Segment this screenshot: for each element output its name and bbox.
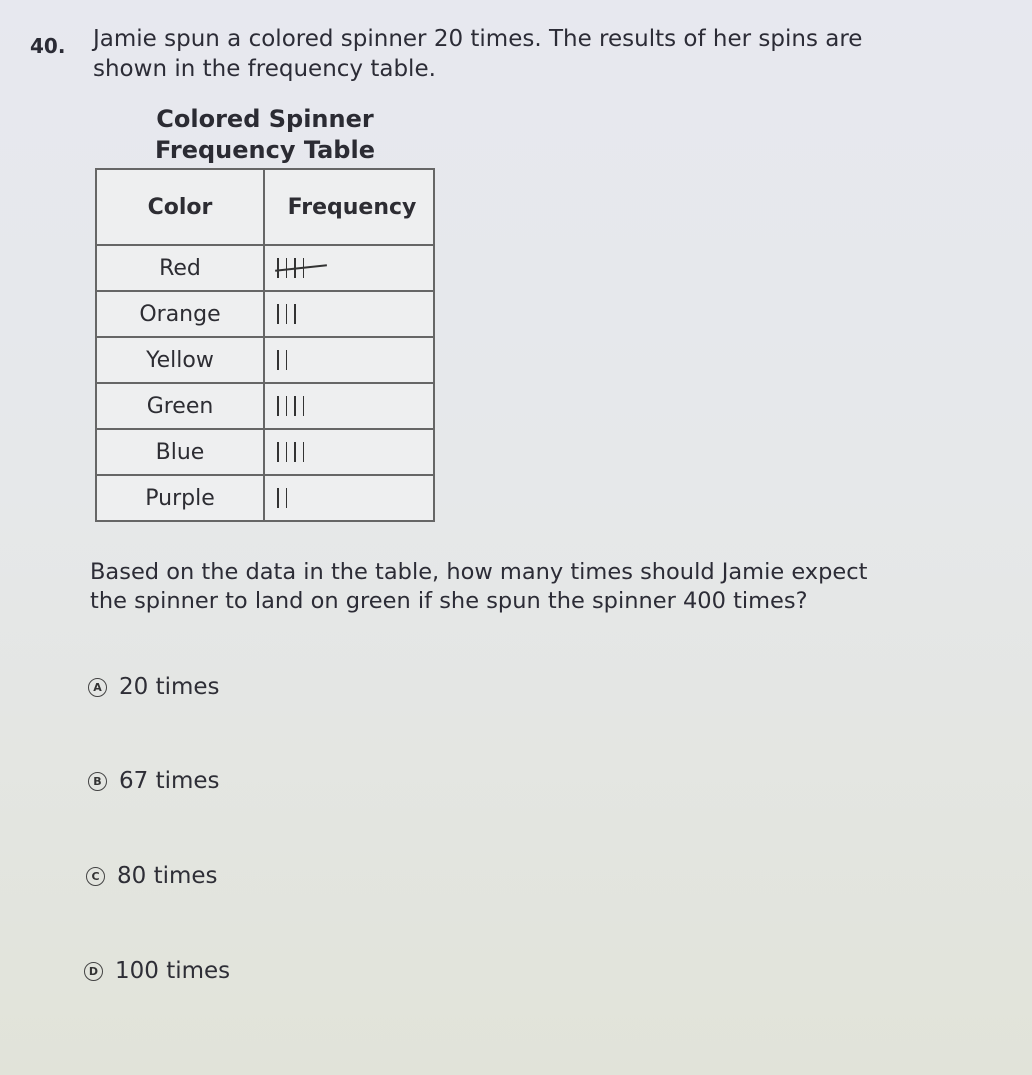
choice-bubble-d[interactable]: D [84,962,103,981]
choice-c[interactable] [86,863,218,889]
row-color: Yellow [96,337,264,383]
table-row [96,383,434,429]
tally-slash [275,264,327,271]
table-row [96,245,434,291]
choice-text-a: 20 times [119,674,220,700]
tally-stick [277,258,279,278]
choice-d[interactable] [84,958,230,984]
tally-stick [294,396,296,416]
tally-marks [271,348,433,372]
tally-stick [286,396,288,416]
choice-a[interactable] [88,674,220,700]
tally-stick [277,396,279,416]
stem-line-1: Jamie spun a colored spinner 20 times. The results of her spins are [93,26,863,52]
row-tally [264,475,434,521]
table-header-row [96,169,434,245]
question-prompt [90,558,867,616]
tally-stick [286,304,288,324]
row-tally [264,291,434,337]
choice-bubble-c[interactable]: C [86,867,105,886]
tally-stick [277,488,279,508]
table-title-line-2: Frequency Table [155,136,375,164]
tally-stick [277,442,279,462]
question-number: 40. [30,34,66,58]
choice-text-d: 100 times [115,958,231,984]
tally-marks [271,440,433,464]
tally-stick [286,442,288,462]
row-color: Purple [96,475,264,521]
row-color: Green [96,383,264,429]
row-tally [264,383,434,429]
table-title [140,104,390,166]
frequency-table [95,168,435,522]
row-tally [264,337,434,383]
table-row [96,475,434,521]
choice-bubble-b[interactable]: B [88,772,107,791]
table-title-line-1: Colored Spinner [156,105,374,133]
tally-stick [286,488,288,508]
choice-bubble-a[interactable]: A [88,678,107,697]
choice-b[interactable] [88,768,220,794]
question-stem [93,24,862,84]
stem-line-2: shown in the frequency table. [93,56,436,82]
prompt-line-1: Based on the data in the table, how many times should Jamie expect [90,559,868,585]
row-tally [264,429,434,475]
tally-stick [303,396,305,416]
table-row [96,291,434,337]
header-color: Color [96,169,264,245]
tally-stick [286,350,288,370]
tally-marks [271,302,433,326]
choice-text-b: 67 times [119,768,220,794]
tally-stick [303,442,305,462]
tally-marks [271,394,433,418]
tally-stick [277,304,279,324]
tally-marks [271,256,433,280]
tally-stick [277,350,279,370]
table-row [96,337,434,383]
choice-text-c: 80 times [117,863,218,889]
prompt-line-2: the spinner to land on green if she spun the spinner 400 times? [90,588,808,614]
table-row [96,429,434,475]
header-frequency: Frequency [264,169,434,245]
tally-stick [294,304,296,324]
row-color: Red [96,245,264,291]
row-tally [264,245,434,291]
row-color: Orange [96,291,264,337]
row-color: Blue [96,429,264,475]
tally-stick [294,442,296,462]
tally-marks [271,486,433,510]
